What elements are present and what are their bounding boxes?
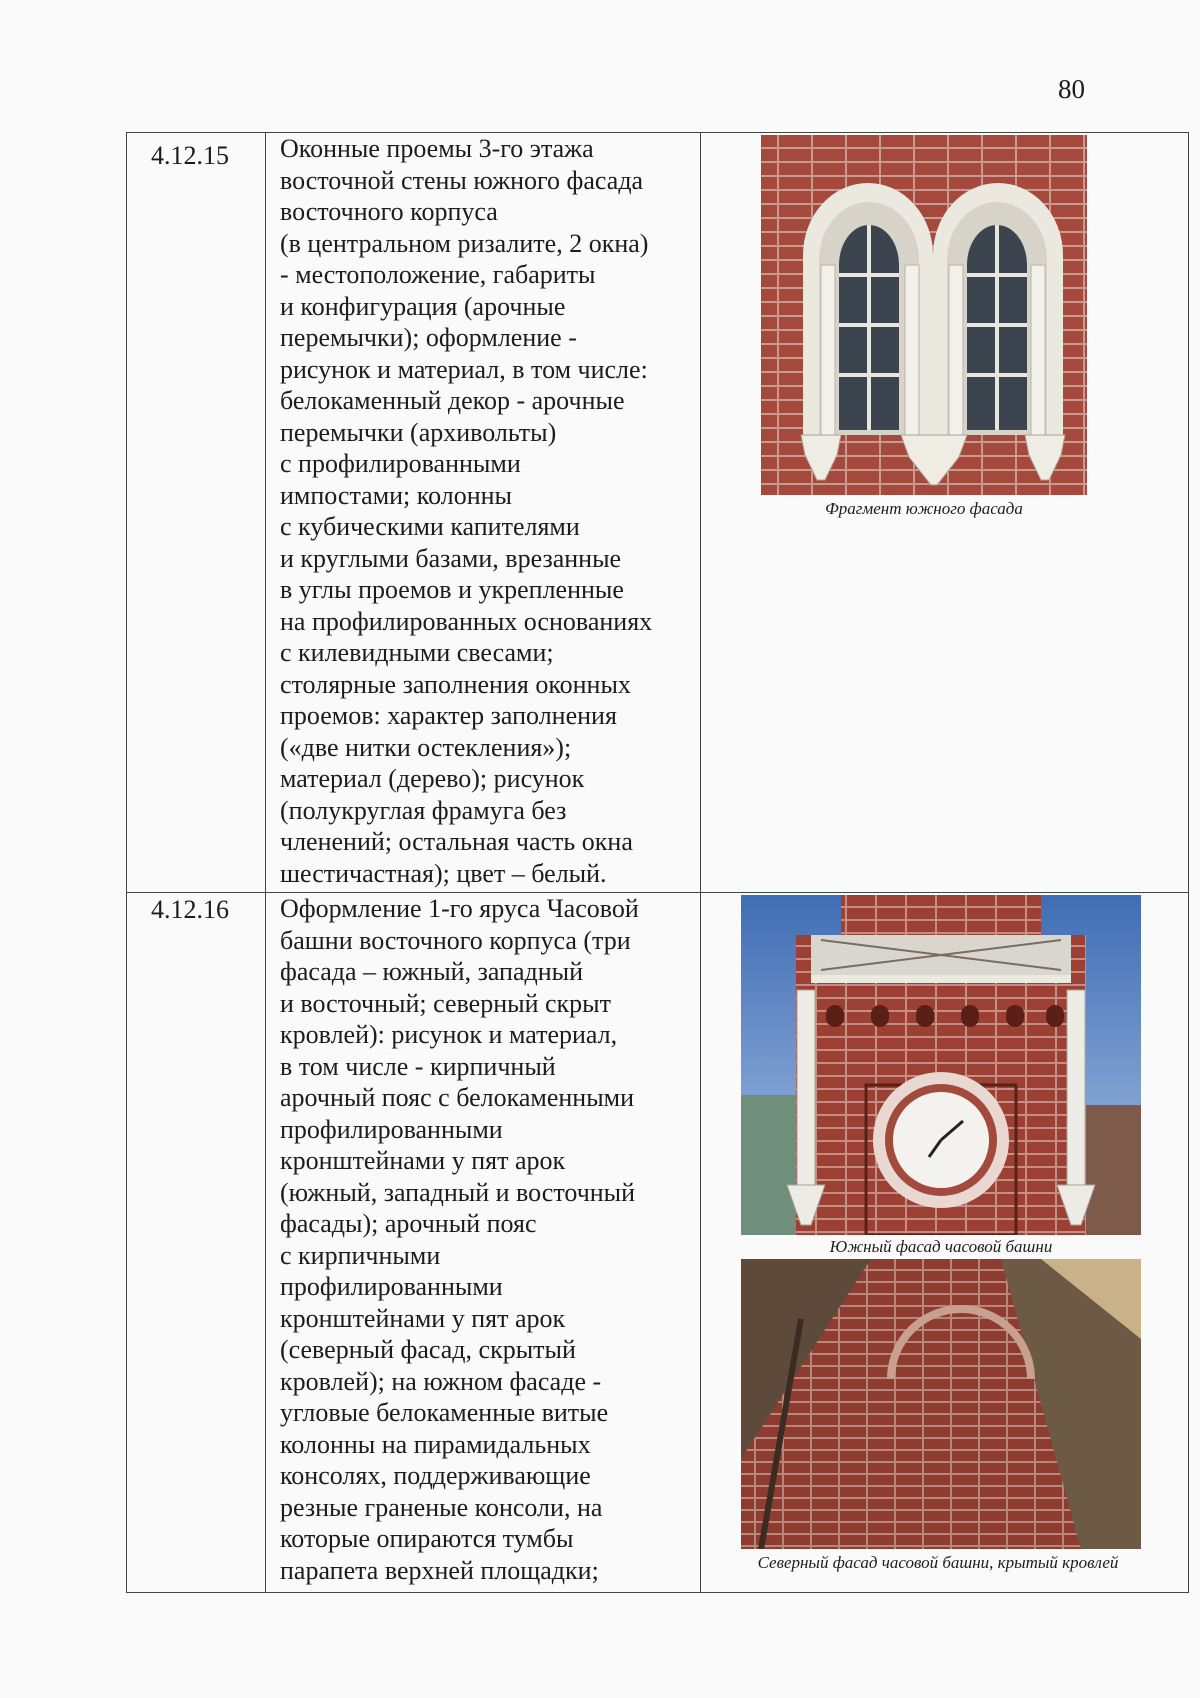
item-number: 4.12.16 xyxy=(127,893,266,1593)
image-cell xyxy=(701,893,1189,1593)
figure-window xyxy=(701,133,1188,519)
table-row xyxy=(127,133,1189,893)
north-facade-photo xyxy=(741,1259,1141,1549)
item-number: 4.12.15 xyxy=(127,133,266,893)
description-text: Оконные проемы 3-го этажа восточной стены южного фасада восточного корпуса (в центральном ризалите, 2 окна) - местоположение, габариты и конфигурация (арочные перемычки); оформление - рисунок и материал, в том числе: белокаменный декор - арочные перемычки (архивольты) с профилированными импостами; колонны с кубическими капителями и круглыми базами, врезанные в углы проемов и укрепленные на профилированных основаниях с килевидными свесами; столярные заполнения оконных проемов: характер заполнения («две нитки остекления»); материал (дерево); рисунок (полукруглая фрамуга без членений; остальная часть окна шестичастная); цвет – белый. xyxy=(280,134,653,888)
description-text: Оформление 1-го яруса Часовой башни восточного корпуса (три фасада – южный, западный и восточный; северный скрыт кровлей): рисунок и материал, в том числе - кирпичный арочный пояс с белокаменными профилированными кронштейнами у пят арок (южный, западный и восточный фасады); арочный пояс с кирпичными профилированными кронштейнами у пят арок (северный фасад, скрытый кровлей); на южном фасаде - угловые белокаменные витые колонны на пирамидальных консолях, поддерживающие резные граненые консоли, на которые опираются тумбы парапета верхней площадки; xyxy=(280,894,639,1585)
window-photo xyxy=(761,135,1087,495)
table-row xyxy=(127,893,1189,1593)
item-description xyxy=(266,893,701,1593)
figure-caption: Северный фасад часовой башни, крытый кровлей xyxy=(757,1553,1119,1572)
figure-caption: Фрагмент южного фасада xyxy=(825,499,1023,518)
page-number: 80 xyxy=(1058,74,1085,104)
image-cell xyxy=(701,133,1189,893)
figure-clock-tower xyxy=(701,893,1188,1573)
item-description xyxy=(266,133,701,893)
figure-caption: Южный фасад часовой башни xyxy=(829,1237,1053,1256)
heritage-table xyxy=(126,132,1189,1593)
clock-tower-photo xyxy=(741,895,1141,1235)
